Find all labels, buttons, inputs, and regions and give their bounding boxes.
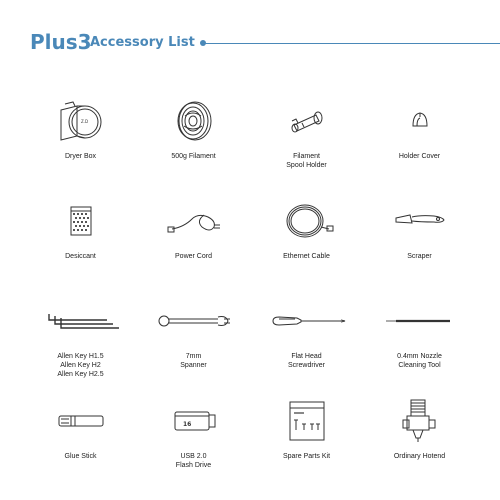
item-label: Spare Parts Kit (282, 453, 331, 460)
accessory-item (363, 388, 476, 488)
accessory-item (24, 388, 137, 488)
spool-holder-icon (282, 101, 332, 141)
accessory-item (250, 188, 363, 288)
item-label: USB 2.0 Flash Drive (175, 453, 212, 469)
accessory-item (137, 188, 250, 288)
screwdriver-icon (267, 306, 347, 336)
power-cord-icon (164, 203, 224, 239)
accessory-item (363, 88, 476, 188)
item-label: Flat Head Screwdriver (288, 353, 325, 369)
item-label: 7mm Spanner (180, 353, 207, 369)
item-label: Filament Spool Holder (286, 153, 327, 169)
holder-cover-icon (405, 106, 435, 136)
accessory-grid (24, 88, 476, 488)
filament-spool-icon (169, 96, 219, 146)
accessory-item (363, 288, 476, 388)
page-title: Plus3 (30, 30, 92, 54)
dryer-box-icon (51, 96, 111, 146)
ethernet-cable-icon (277, 199, 337, 243)
svg-text:Z.D: Z.D (80, 119, 88, 124)
item-label: Scraper (407, 253, 432, 260)
accessory-item (137, 288, 250, 388)
item-label: Allen Key H1.5 Allen Key H2 Allen Key H2.5 (57, 353, 104, 378)
item-label: Glue Stick (64, 453, 97, 460)
accessory-item (24, 288, 137, 388)
item-label: Power Cord (175, 253, 212, 260)
accessory-item (24, 88, 137, 188)
usb-flash-drive-icon (169, 406, 219, 436)
item-label: Ordinary Hotend (393, 453, 446, 460)
desiccant-icon (61, 201, 101, 241)
page-subtitle: Accessory List (90, 35, 195, 50)
item-label: Ethernet Cable (283, 253, 330, 260)
accessory-item (250, 388, 363, 488)
item-label: 500g Filament (171, 153, 216, 160)
item-label: Desiccant (65, 253, 96, 260)
accessory-item (24, 188, 137, 288)
spanner-icon (154, 306, 234, 336)
item-label: Dryer Box (64, 153, 97, 160)
allen-keys-icon (41, 306, 121, 336)
accessory-item (363, 188, 476, 288)
accessory-item (137, 88, 250, 188)
spare-parts-kit-icon (284, 398, 330, 444)
glue-stick-icon (51, 409, 111, 433)
page-header (30, 30, 480, 64)
item-label: Holder Cover (398, 153, 441, 160)
nozzle-cleaning-tool-icon (380, 306, 460, 336)
scraper-icon (390, 206, 450, 236)
accessory-item (137, 388, 250, 488)
accessory-item (250, 88, 363, 188)
accessory-item (250, 288, 363, 388)
title-rule (203, 43, 500, 44)
capacity-badge: 16 (182, 421, 191, 428)
hotend-icon (397, 396, 443, 446)
item-label: 0.4mm Nozzle Cleaning Tool (397, 353, 442, 369)
